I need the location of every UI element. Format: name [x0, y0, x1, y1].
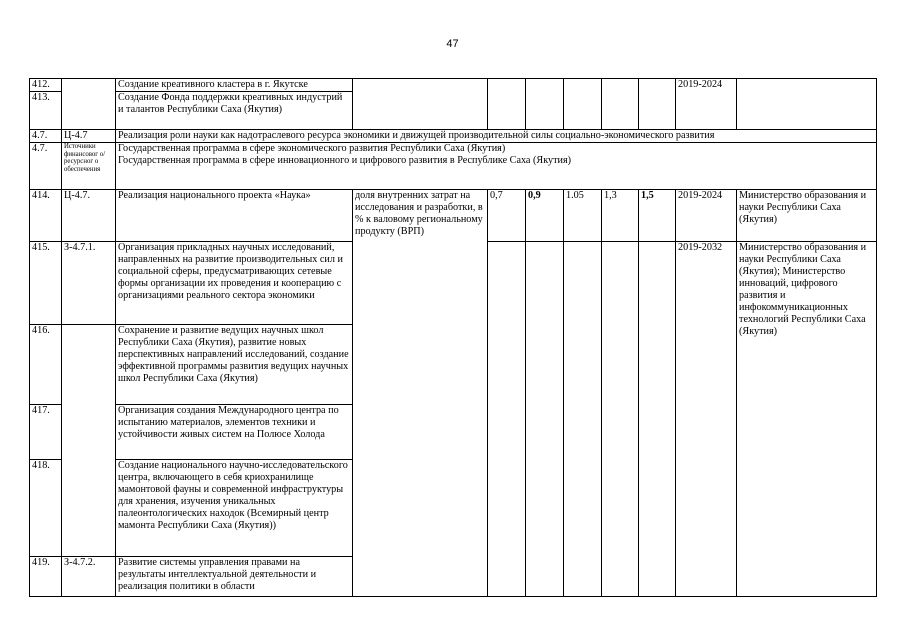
row-number: 412.	[30, 79, 62, 92]
row-code: З-4.7.1.	[62, 242, 116, 325]
funding-program-innovation: Государственная программа в сфере инновационного и цифрового развития в Республике Саха (Якутия)	[118, 155, 572, 166]
row-number: 418.	[30, 460, 62, 557]
value-cell	[488, 79, 526, 130]
value-cell	[564, 79, 602, 130]
row-number: 413.	[30, 92, 62, 130]
value-cell	[526, 79, 564, 130]
funding-label: Источники финансовог о/ресурсног о обеспечения	[62, 143, 116, 190]
row-number: 416.	[30, 325, 62, 405]
funding-programs	[116, 143, 877, 190]
row-text: Организация создания Международного центра по испытанию материалов, элементов техники и устойчивости живых систем на Полюсе Холода	[116, 405, 353, 460]
row-code: Ц-4.7	[62, 130, 116, 143]
row-responsible: Министерство образования и науки Республики Саха (Якутия); Министерство инноваций, цифрового развития и инфокоммуникационных технологий Республики Саха (Якутия)	[737, 242, 877, 597]
value-cell	[639, 79, 676, 130]
row-number: 415.	[30, 242, 62, 325]
row-text: Развитие системы управления правами на результаты интеллектуальной деятельности и реализация политики в области	[116, 557, 353, 597]
row-code: З-4.7.2.	[62, 557, 116, 597]
page-number: 47	[446, 38, 459, 50]
row-text: Создание Фонда поддержки креативных индустрий и талантов Республики Саха (Якутия)	[116, 92, 353, 130]
row-code	[62, 325, 116, 557]
row-text: Организация прикладных научных исследований, направленных на развитие производительных сил и социальной сферы, предусматривающих сетевые формы организации их проведения и кооперацию с организациями реального сектора экономики	[116, 242, 353, 325]
row-period: 2019-2024	[676, 190, 737, 242]
row-code	[62, 79, 116, 130]
value-cell: 1,5	[639, 190, 676, 242]
goal-text: Реализация роли науки как надотраслевого ресурса экономики и движущей производительной силы социально-экономического развития	[116, 130, 877, 143]
indicator-cell: доля внутренних затрат на исследования и разработки, в % к валовому региональному продукту (ВРП)	[353, 190, 488, 597]
row-text: Создание креативного кластера в г. Якутске	[116, 79, 353, 92]
row-number: 417.	[30, 405, 62, 460]
row-period: 2019-2032	[676, 242, 737, 597]
value-cell: 0,7	[488, 190, 526, 242]
value-cell: 1,3	[602, 190, 639, 242]
row-number: 419.	[30, 557, 62, 597]
indicator-cell	[353, 79, 488, 130]
plan-table	[29, 78, 877, 597]
value-cell	[602, 79, 639, 130]
row-text: Реализация национального проекта «Наука»	[116, 190, 353, 242]
value-cell	[602, 242, 639, 597]
value-cell	[639, 242, 676, 597]
row-code: Ц-4.7.	[62, 190, 116, 242]
table-row-funding	[30, 143, 877, 190]
row-period: 2019-2024	[676, 79, 737, 130]
value-cell	[488, 242, 526, 597]
row-text: Создание национального научно-исследовательского центра, включающего в себя криохранилище мамонтовой фауны и современной инфраструктуры для хранения, изучения уникальных палеонтологических находок (Всемирный центр мамонта Республики Саха (Якутия))	[116, 460, 353, 557]
row-number: 414.	[30, 190, 62, 242]
row-text: Сохранение и развитие ведущих научных школ Республики Саха (Якутия), развитие новых перспективных направлений исследований, создание эффективной программы развития ведущих научных школ Республики Саха (Якутия)	[116, 325, 353, 405]
table-row-goal-4-7	[30, 130, 877, 143]
value-cell	[564, 242, 602, 597]
row-responsible	[737, 79, 877, 130]
value-cell: 1.05	[564, 190, 602, 242]
value-cell: 0,9	[526, 190, 564, 242]
row-number: 4.7.	[30, 130, 62, 143]
funding-program-economic: Государственная программа в сфере экономического развития Республики Саха (Якутия)	[118, 143, 506, 154]
row-responsible: Министерство образования и науки Республики Саха (Якутия)	[737, 190, 877, 242]
table-row-414	[30, 190, 877, 242]
table-row-412	[30, 79, 877, 92]
row-number: 4.7.	[30, 143, 62, 190]
value-cell	[526, 242, 564, 597]
